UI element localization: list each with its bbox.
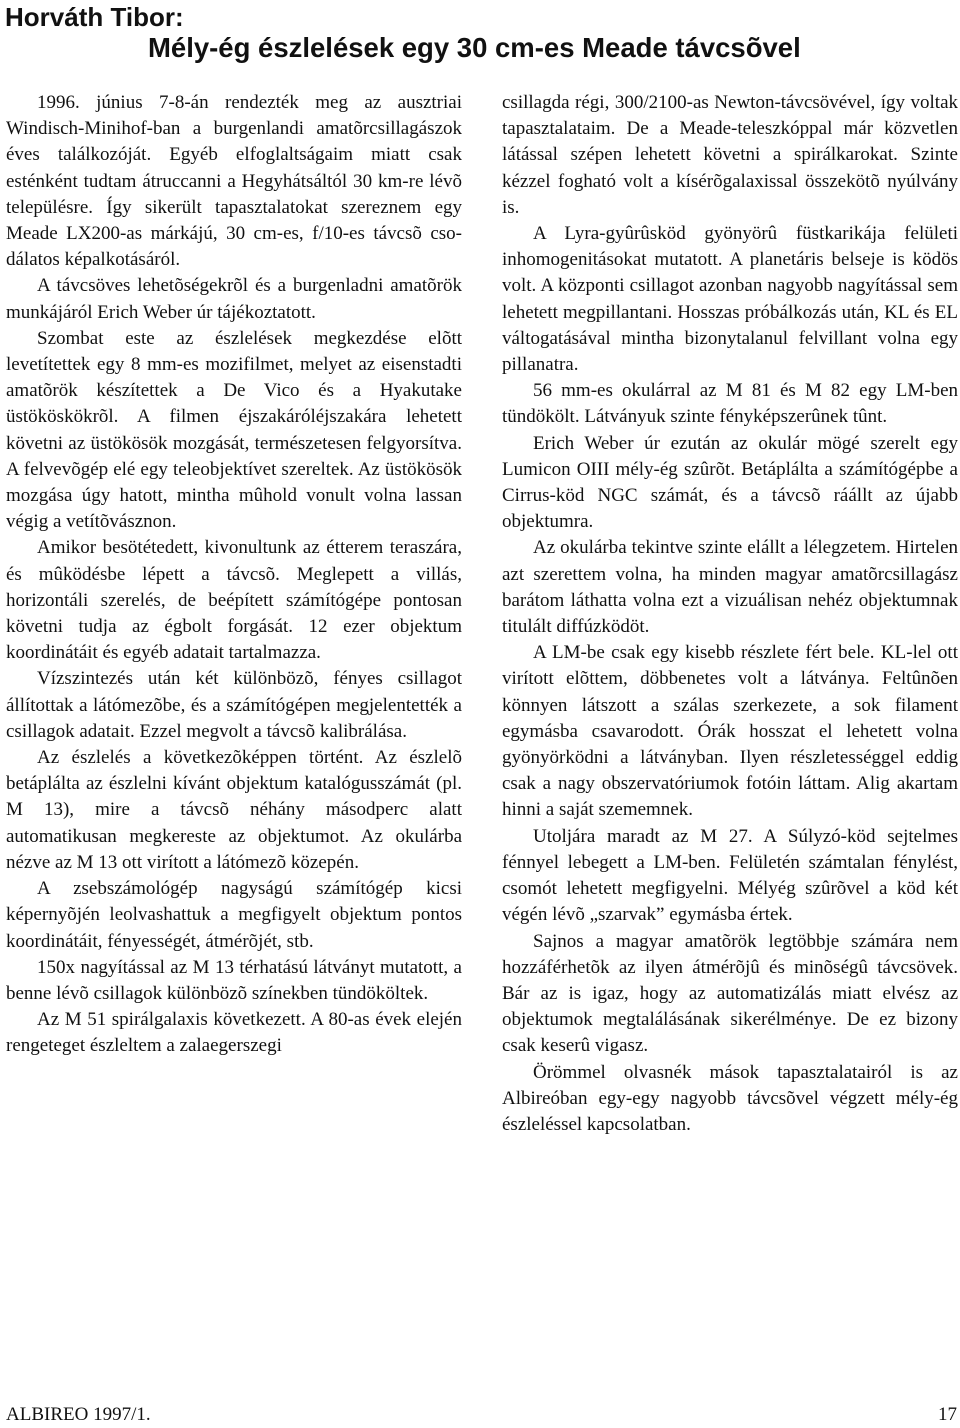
- paragraph: A LM-be csak egy kisebb részlete fért bele. KL-lel ott virított elõttem, döbbenetes volt a látványa. Feltûnõen könnyen látszott a szálas szerkezete, a sok filament egymásba csavarodott. Órák hosszat el lehetett volna gyönyörködni a látványban. Ilyen részletességgel eddig csak a nagy obszervatóriumok fotóin láttam. Alig akartam hinni a saját szememnek.: [502, 642, 958, 821]
- paragraph: Örömmel olvasnék mások tapasztalatairól is az Albireóban egy-egy nagyobb távcsõvel végzett mély-ég észleléssel kapcsolatban.: [502, 1061, 958, 1135]
- footer-publication: ALBIREO 1997/1.: [6, 1404, 151, 1425]
- paragraph: A távcsöves lehetõségekrõl és a burgenladni amatõrök munkájáról Erich Weber úr tájékoztatott.: [6, 275, 462, 323]
- paragraph: Az okulárba tekintve szinte elállt a lélegzetem. Hirtelen azt szerettem volna, ha minden magyar amatõrcsillagász barátom láthatta volna ezt a vizuálisan nehéz objektumnak titulált diffúzködöt.: [502, 537, 958, 638]
- paragraph-continuation: csillagda régi, 300/2100-as Newton-távcsövével, így voltak tapasztalataim. De a Meade-teleszkóppal már közvetlen látással szépen lehetett követni a spirálkarokat. Szinte kézzel fogható volt a kísérõgalaxissal összekötõ nyúlvány is.: [502, 92, 958, 218]
- left-text-column: [6, 90, 462, 1060]
- paragraph: Az észlelés a következõképpen történt. Az észlelõ betáplálta az észlelni kívánt objektum katalógusszámát (pl. M 13), mire a távcsõ néhány másodperc alatt automatikusan megkereste az objektumot. Az okulárba nézve az M 13 ott virított a látómezõ közepén.: [6, 747, 462, 873]
- author-name: Horváth Tibor:: [5, 2, 184, 32]
- paragraph: 1996. június 7-8-án rendezték meg az ausztriai Windisch-Minihof-ban a burgenlandi amatõrcsillagászok éves találkozóját. Egyéb elfoglaltságaim miatt csak esténként tudtam átruccanni a Hegyhátsáltól 30 km-re lévõ településre. Így sikerült tapasztalatokat szereznem egy Meade LX200-as márkájú, 30 cm-es, f/10-es távcsõ csodálatos képalkotásáról.: [6, 92, 462, 271]
- article-title: Mély-ég észlelések egy 30 cm-es Meade távcsõvel: [148, 32, 801, 63]
- paragraph: Az M 51 spirálgalaxis következett. A 80-as évek elején rengeteget észleltem a zalaegerszegi: [6, 1009, 462, 1057]
- paragraph: Erich Weber úr ezután az okulár mögé szerelt egy Lumicon OIII mély-ég szûrõt. Betáplálta a számítógépbe a Cirrus-köd NGC számát, és a távcsõ ráállt az újabb objektumra.: [502, 432, 958, 533]
- paragraph: Amikor besötétedett, kivonultunk az étterem teraszára, és mûködésbe lépett a távcsõ. Meglepett a villás, horizontáli szerelés, de beépített számítógépe pontosan követni tudja az égbolt forgását. 12 ezer objektum koordinátáit és egyéb adatait tartalmazza.: [6, 537, 462, 664]
- paragraph: A Lyra-gyûrûsköd gyönyörû füstkarikája felületi inhomogenitásokat mutatott. A planetáris belseje is ködös volt. A központi csillagot azonban nagyobb nagyítással sem lehetett megpillantani. Hosszas próbálkozás után, KL és EL váltogatásával mintha bizonytalanul felvillant volna egy pillanatra.: [502, 223, 958, 376]
- paragraph: Szombat este az észlelések megkezdése elõtt levetítettek egy 8 mm-es mozifilmet, melyet az eisenstadti amatõrök készítettek a De Vico és a Hyakutake üstököskökrõl. A filmen éjszakáróléjszakára lehetett követni az üstökösök mozgását, természetesen felgyorsítva. A felvevõgép elé egy teleobjektívet szereltek. Az üstökösök mozgása úgy hatott, mintha mûhold vonult volna lassan végig a vetítõvásznon.: [6, 327, 462, 533]
- paragraph: Vízszintezés után két különbözõ, fényes csillagot állítottak a látómezõbe, és a számítógépen megjelentették a csillagok adatait. Ezzel megvolt a távcsõ kalibrálása.: [6, 668, 462, 742]
- paragraph: 150x nagyítással az M 13 térhatású látványt mutatott, a benne lévõ csillagok különbözõ színekben tündököltek.: [6, 956, 462, 1004]
- footer-page-number: 17: [938, 1404, 957, 1425]
- paragraph: Sajnos a magyar amatõrök legtöbbje számára nem hozzáférhetõk az ilyen átmérõjû és minõségû távcsövek. Bár az is igaz, hogy az automatizálás miatt elvész az objektumok megtalálásának sikerélménye. De ez bizony csak keserû vigasz.: [502, 930, 958, 1057]
- paragraph: Utoljára maradt az M 27. A Súlyzó-köd sejtelmes fénnyel lebegett a LM-ben. Felületén számtalan fénylést, csomót lehetett megfigyelni. Mélyég szûrõvel a köd két végén lévõ „szarvak” egymásba értek.: [502, 825, 958, 926]
- paragraph: A zsebszámológép nagyságú számítógép kicsi képernyõjén leolvashattuk a megfigyelt objektum pontos koordinátáit, fényességét, átmérõjét, stb.: [6, 878, 462, 952]
- paragraph: 56 mm-es okulárral az M 81 és M 82 egy LM-ben tündökölt. Látványuk szinte fényképszerûnek tûnt.: [502, 380, 958, 428]
- right-text-column: [502, 90, 958, 1138]
